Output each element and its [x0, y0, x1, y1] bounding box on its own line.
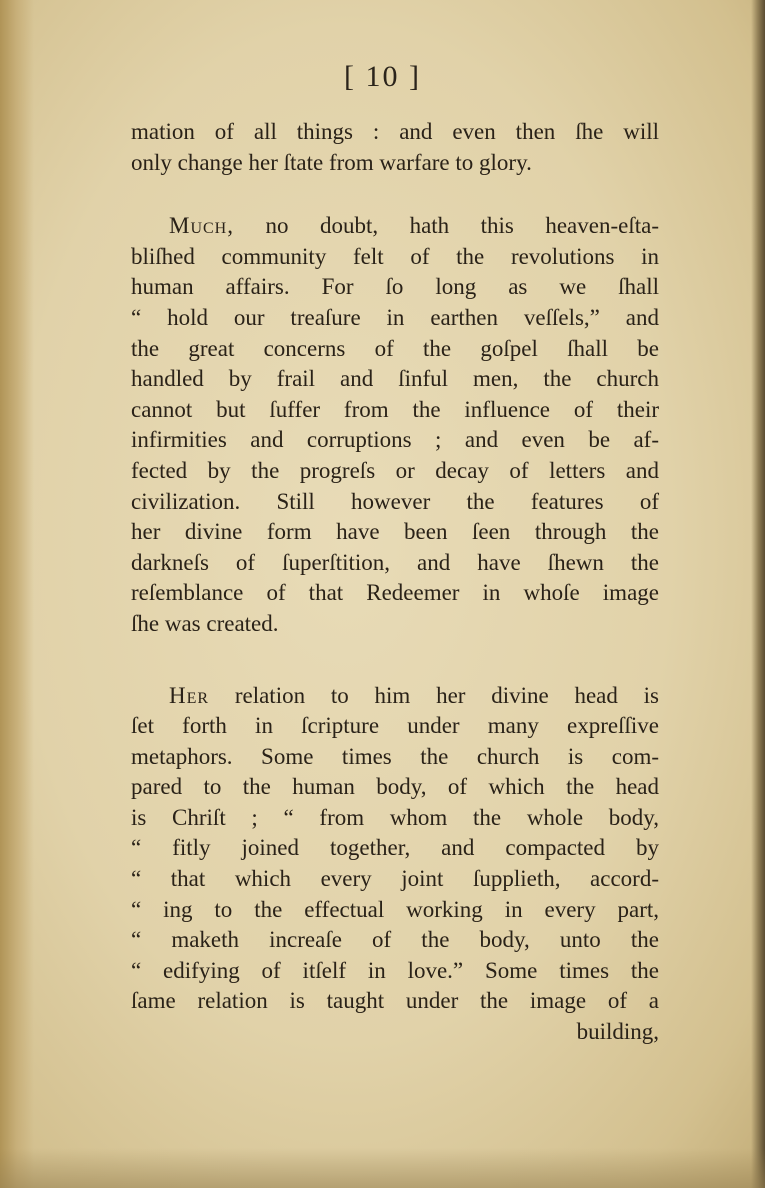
- text-line-rest: relation to him her divine head is: [234, 682, 660, 708]
- text-line: “ that which every joint ſupplieth, accord-: [131, 866, 659, 892]
- text-line: human affairs. For ſo long as we ſhall: [131, 274, 659, 300]
- text-line: is Chriſt ; “ from whom the whole body,: [131, 804, 659, 830]
- text-line: only change her ſtate from warfare to glory.: [131, 149, 532, 175]
- paragraph-2: [131, 211, 659, 639]
- text-line: pared to the human body, of which the head: [131, 774, 659, 800]
- text-line-first: [131, 681, 659, 712]
- text-line: “ hold our treaſure in earthen veſſels,” and: [131, 304, 659, 330]
- text-line: handled by frail and ſinful men, the church: [131, 366, 659, 392]
- text-line: infirmities and corruptions ; and even be af-: [131, 427, 659, 453]
- paragraph-spacer: [131, 178, 659, 211]
- page-edge-shadow: [751, 0, 765, 1188]
- text-line: fected by the progreſs or decay of letters and: [131, 457, 659, 483]
- text-line: mation of all things : and even then ſhe will: [131, 119, 659, 144]
- text-line: cannot but ſuffer from the influence of their: [131, 396, 659, 422]
- text-line: ſame relation is taught under the image of a: [131, 988, 659, 1014]
- catchword: building,: [576, 1019, 659, 1045]
- text-line: reſemblance of that Redeemer in whoſe image: [131, 580, 659, 606]
- text-line: “ fitly joined together, and compacted by: [131, 835, 659, 861]
- paragraph-1: [131, 117, 659, 178]
- paragraph-spacer: [131, 640, 659, 681]
- text-line: bliſhed community felt of the revolutions in: [131, 243, 659, 269]
- text-line: metaphors. Some times the church is com-: [131, 743, 659, 769]
- text-line: darkneſs of ſuperſtition, and have ſhewn the: [131, 549, 659, 575]
- text-line-rest: no doubt, hath this heaven-eſta-: [265, 213, 659, 239]
- text-line: ſhe was created.: [131, 610, 279, 636]
- paragraph-lead-word: Much,: [169, 213, 234, 239]
- text-line: the great concerns of the goſpel ſhall be: [131, 335, 659, 361]
- paragraph-lead-word: Her: [169, 682, 210, 708]
- page-body: [131, 117, 659, 1048]
- text-line: “ maketh increaſe of the body, unto the: [131, 927, 659, 953]
- text-line: ſet forth in ſcripture under many expreſſive: [131, 713, 659, 739]
- text-line: civilization. Still however the features of: [131, 488, 659, 514]
- text-line-first: [131, 211, 659, 242]
- text-line: “ edifying of itſelf in love.” Some times the: [131, 957, 659, 983]
- text-line: her divine form have been ſeen through the: [131, 519, 659, 545]
- page-number: [ 10 ]: [344, 60, 421, 93]
- page-bottom-shadow: [0, 1148, 765, 1188]
- page-gutter-shadow: [0, 0, 34, 1188]
- text-line: “ ing to the effectual working in every part,: [131, 896, 659, 922]
- paragraph-3: [131, 681, 659, 1048]
